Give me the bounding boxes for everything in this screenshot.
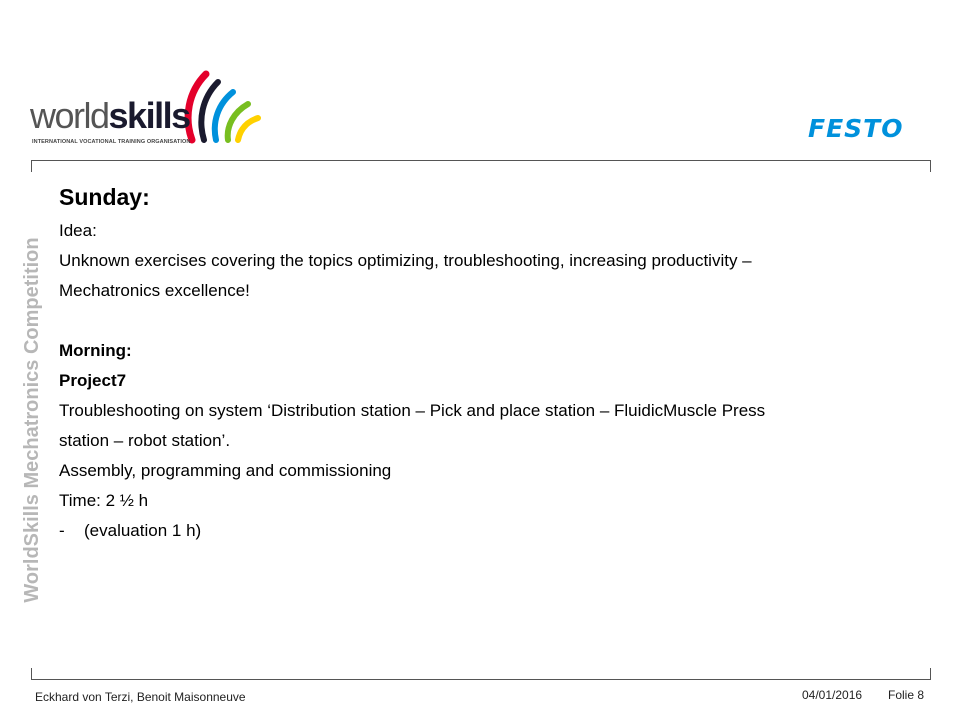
morning-label: Morning: xyxy=(59,341,132,360)
worldskills-logo xyxy=(28,70,243,150)
side-label: WorldSkills Mechatronics Competition xyxy=(21,237,43,603)
blank-line xyxy=(59,306,949,336)
evaluation-bullet: - xyxy=(59,521,65,540)
idea-text-line-1: Unknown exercises covering the topics optimizing, troubleshooting, increasing productivity – xyxy=(59,251,752,270)
worldskills-word-bold: skills xyxy=(108,95,190,136)
footer-author: Eckhard von Terzi, Benoit Maisonneuve xyxy=(35,690,246,704)
project-label: Project7 xyxy=(59,371,127,390)
slide-heading: Sunday: xyxy=(59,184,150,210)
footer-date: 04/01/2016 xyxy=(802,688,863,702)
evaluation-text: (evaluation 1 h) xyxy=(84,521,202,540)
worldskills-word-light: world xyxy=(30,95,109,136)
idea-label: Idea: xyxy=(59,221,97,240)
frame-bottom-rule xyxy=(31,668,931,680)
troubleshooting-line-2: station – robot station’. xyxy=(59,431,231,450)
worldskills-subtitle: INTERNATIONAL VOCATIONAL TRAINING ORGANISATION xyxy=(32,139,191,145)
festo-logo: FESTO xyxy=(808,114,904,143)
troubleshooting-line-1: Troubleshooting on system ‘Distribution station – Pick and place station – FluidicMuscle Press xyxy=(59,401,766,420)
worldskills-swoosh-icon xyxy=(178,70,263,145)
assembly-line: Assembly, programming and commissioning xyxy=(59,461,392,480)
frame-top-rule xyxy=(31,160,931,172)
time-line: Time: 2 ½ h xyxy=(59,491,149,510)
worldskills-wordmark xyxy=(30,95,190,136)
idea-text-line-2: Mechatronics excellence! xyxy=(59,281,250,300)
evaluation-item xyxy=(59,516,949,546)
footer-slide-number: Folie 8 xyxy=(888,688,925,702)
slide-content xyxy=(59,182,949,546)
